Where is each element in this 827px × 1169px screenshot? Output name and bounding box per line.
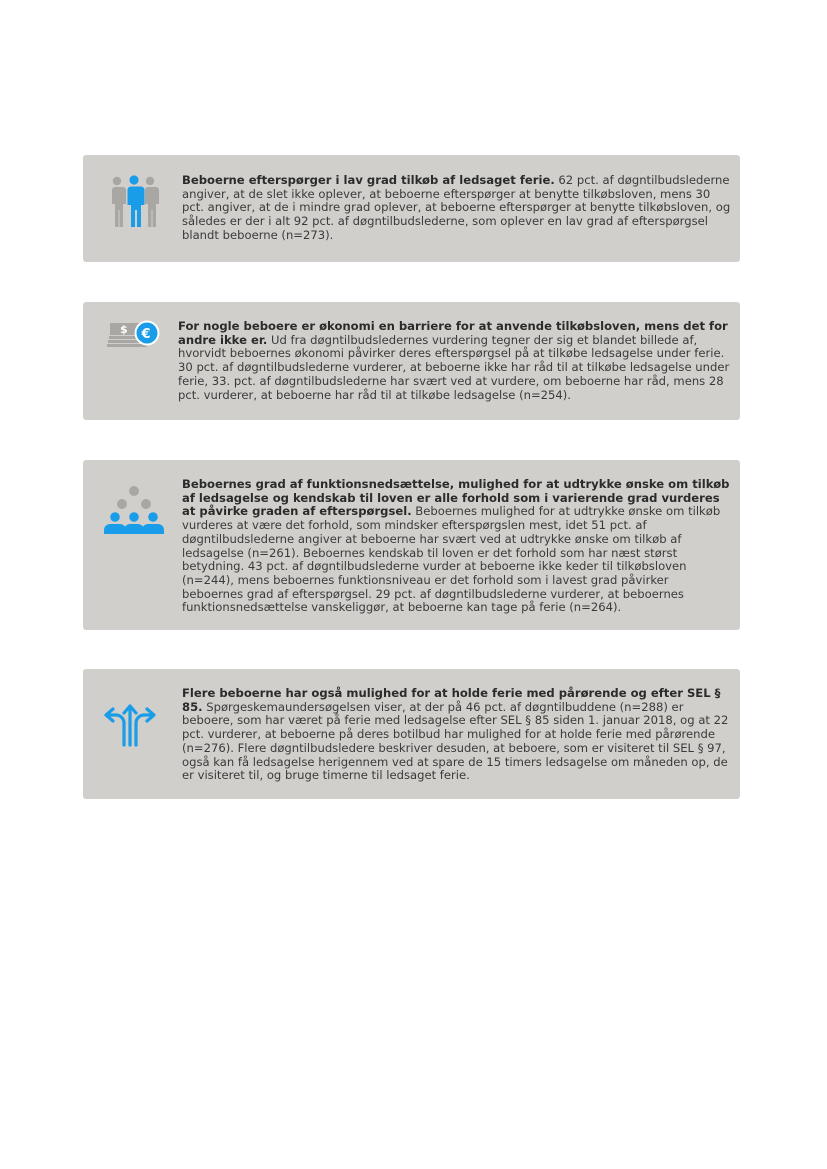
box-text: [182, 174, 732, 243]
svg-text:$: $: [120, 323, 128, 336]
box-body: Spørgeskemaundersøgelsen viser, at der på 46 pct. af døgntilbuddene (n=288) er beboere, som har været på ferie med ledsagelse efter SEL § 85 siden 1. januar 2018, og at 22 pct. vurderer, at beboerne på deres botilbud har mulighed for at holde ferie med pårørende (n=276). Flere døgntilbudsledere beskriver desuden, at beboere, som er visiteret til SEL § 97, også kan få ledsagelse herigennem ved at spare de 15 timers ledsagelse om måneden op, de er visiteret til, og bruge timerne til ledsaget ferie.: [182, 699, 729, 783]
split-arrows-icon: [100, 699, 160, 747]
svg-text:€: €: [141, 327, 151, 342]
box-heading: For nogle beboere er økonomi en barriere for at anvende tilkøbsloven, mens det for andre ikke er.: [178, 319, 728, 347]
info-box-economy: [83, 302, 740, 420]
box-text: [182, 478, 732, 615]
box-body: 62 pct. af døgntilbudslederne angiver, at de slet ikke oplever, at beboerne efterspørger at benytte tilkøbsloven, mens 30 pct. angiver, at de i mindre grad oplever, at beboerne efterspørger at benytte tilkøbsloven, og således er der i alt 92 pct. af døgntilbudslederne, som oplever en lav grad af efterspørgsel blandt beboerne (n=273).: [182, 173, 731, 242]
audience-group-icon: [103, 484, 165, 536]
box-heading: Beboerne efterspørger i lav grad tilkøb af ledsaget ferie.: [182, 173, 555, 187]
info-box-factors: [83, 460, 740, 630]
money-dollar-euro-icon: [105, 320, 163, 352]
box-heading: Beboernes grad af funktionsnedsættelse, mulighed for at udtrykke ønske om tilkøb af ledsagelse og kendskab til loven er alle forhold som i varierende grad vurderes at påvirke graden af efterspørgsel.: [182, 477, 730, 519]
box-heading: Flere beboerne har også mulighed for at holde ferie med pårørende og efter SEL § 85.: [182, 686, 721, 714]
info-box-relatives: [83, 669, 740, 799]
box-body: Ud fra døgntilbudsledernes vurdering tegner der sig et blandet billede af, hvorvidt beboernes økonomi påvirker deres efterspørgsel på at tilkøbe ledsagelse under ferie. 30 pct. af døgntilbudslederne vurderer, at beboerne ikke har råd til at tilkøbe ledsagelse under ferie, 33. pct. af døgntilbudslederne har svært ved at vurdere, om beboerne har råd, mens 28 pct. vurderer, at beboerne har råd til at tilkøbe ledsagelse (n=254).: [178, 332, 730, 402]
info-box-demand: [83, 155, 740, 262]
box-body: Beboernes mulighed for at udtrykke ønske om tilkøb vurderes at være det forhold, som mindsker efterspørgslen mest, idet 51 pct. af døgntilbudslederne angiver at beboerne har svært ved at udtrykke ønske om tilkøb af ledsagelse (n=261). Beboernes kendskab til loven er det forhold som har næst størst betydning. 43 pct. af døgntilbudslederne vurder at beboerne ikke keder til tilkøbsloven (n=244), mens beboernes funktionsniveau er det forhold som i lavest grad påvirker beboernes grad af efterspørgsel. 29 pct. af døgntilbudslederne vurderer, at beboernes funktionsnedsættelse vanskeliggør, at beboerne kan tage på ferie (n=264).: [182, 504, 721, 615]
box-text: [182, 687, 732, 783]
people-group-icon: [108, 175, 162, 229]
box-text: [178, 320, 734, 402]
